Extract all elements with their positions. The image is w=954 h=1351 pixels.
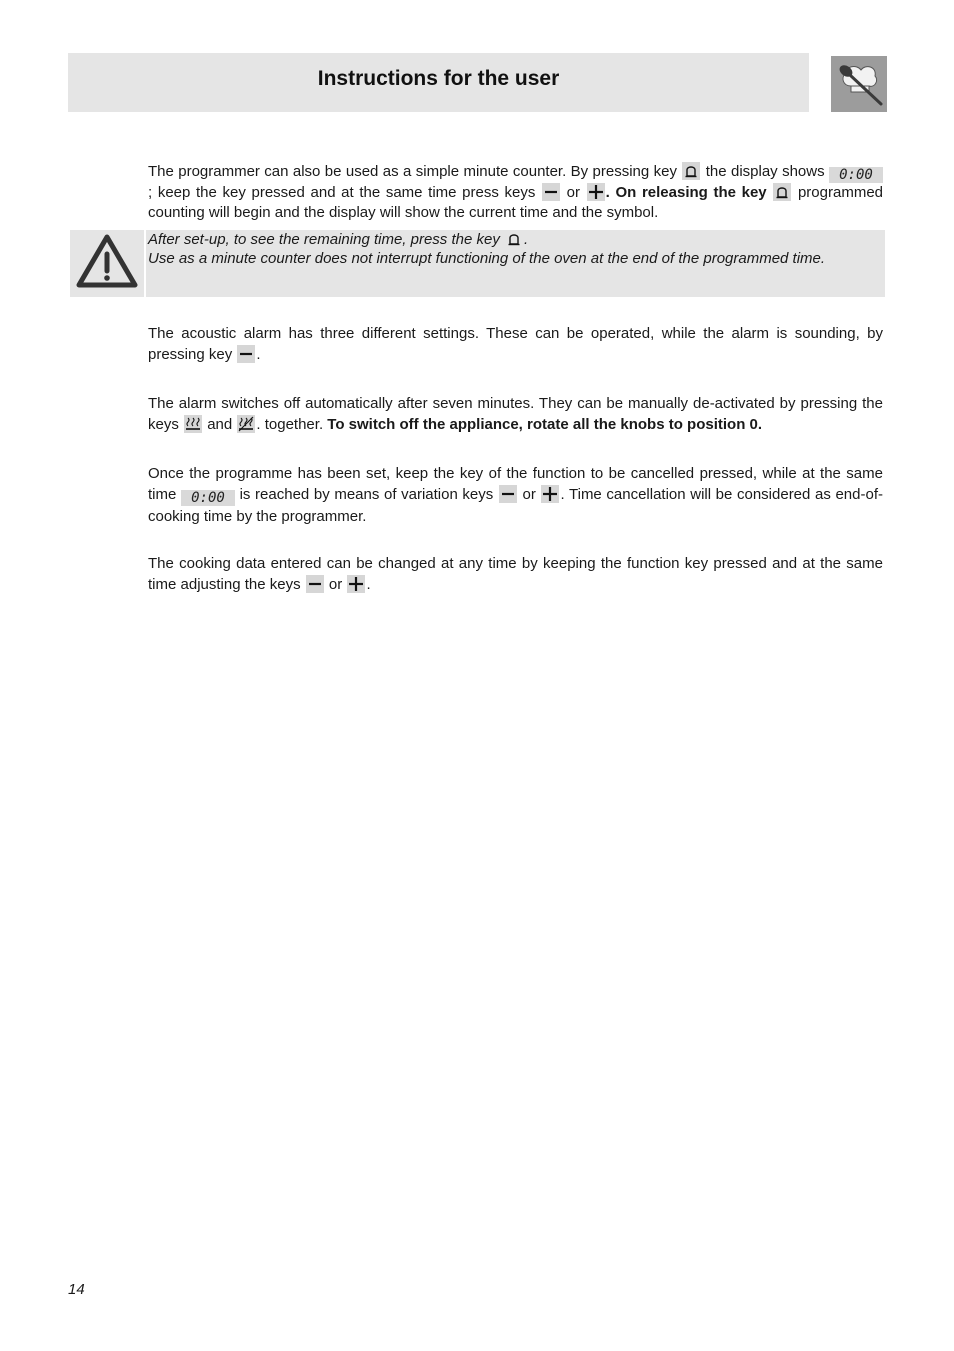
paragraph-alarm-switch-off: The alarm switches off automatically after seven minutes. They can be manually de-activated by pressing the keys and . together. To switch off the appliance, rotate all the knobs to position 0.	[148, 395, 883, 433]
bell-icon	[773, 183, 791, 201]
warning-text: After set-up, to see the remaining time, press the key . Use as a minute counter does not interrupt functioning of the oven at the end of the programmed time.	[148, 231, 826, 267]
minus-icon	[306, 575, 324, 593]
minus-icon	[237, 345, 255, 363]
bell-icon	[505, 230, 523, 248]
plus-icon	[587, 183, 605, 201]
plus-icon	[541, 485, 559, 503]
fan-heat-icon	[237, 415, 255, 433]
minus-icon	[499, 485, 517, 503]
page-header	[68, 53, 809, 112]
warning-icon-panel	[70, 230, 144, 297]
paragraph-acoustic-alarm: The acoustic alarm has three different settings. These can be operated, while the alarm is sounding, by pressing key .	[148, 325, 883, 363]
bell-icon	[682, 162, 700, 180]
page-number: 14	[68, 1281, 85, 1298]
paragraph-minute-counter: The programmer can also be used as a simple minute counter. By pressing key the display shows 0:00 ; keep the key pressed and at the same time press keys or . On releasing the key programmed counting will begin and the display will show the current time and the symbol.	[148, 163, 884, 221]
timer-display: 0:00	[181, 490, 235, 506]
top-heat-icon	[184, 415, 202, 433]
spoon-chef-hat-icon	[831, 56, 887, 112]
warning-triangle-icon	[70, 230, 144, 297]
paragraph-change-data: The cooking data entered can be changed at any time by keeping the function key pressed and at the same time adjusting the keys or .	[148, 555, 883, 593]
minus-icon	[542, 183, 560, 201]
page-title: Instructions for the user	[317, 67, 560, 90]
timer-display: 0:00	[829, 167, 883, 183]
paragraph-cancel-function: Once the programme has been set, keep the key of the function to be cancelled pressed, while at the same time 0:00 is reached by means of variation keys or . Time cancellation will be considered as end-of-cooking time by the programmer.	[148, 465, 883, 525]
plus-icon	[347, 575, 365, 593]
